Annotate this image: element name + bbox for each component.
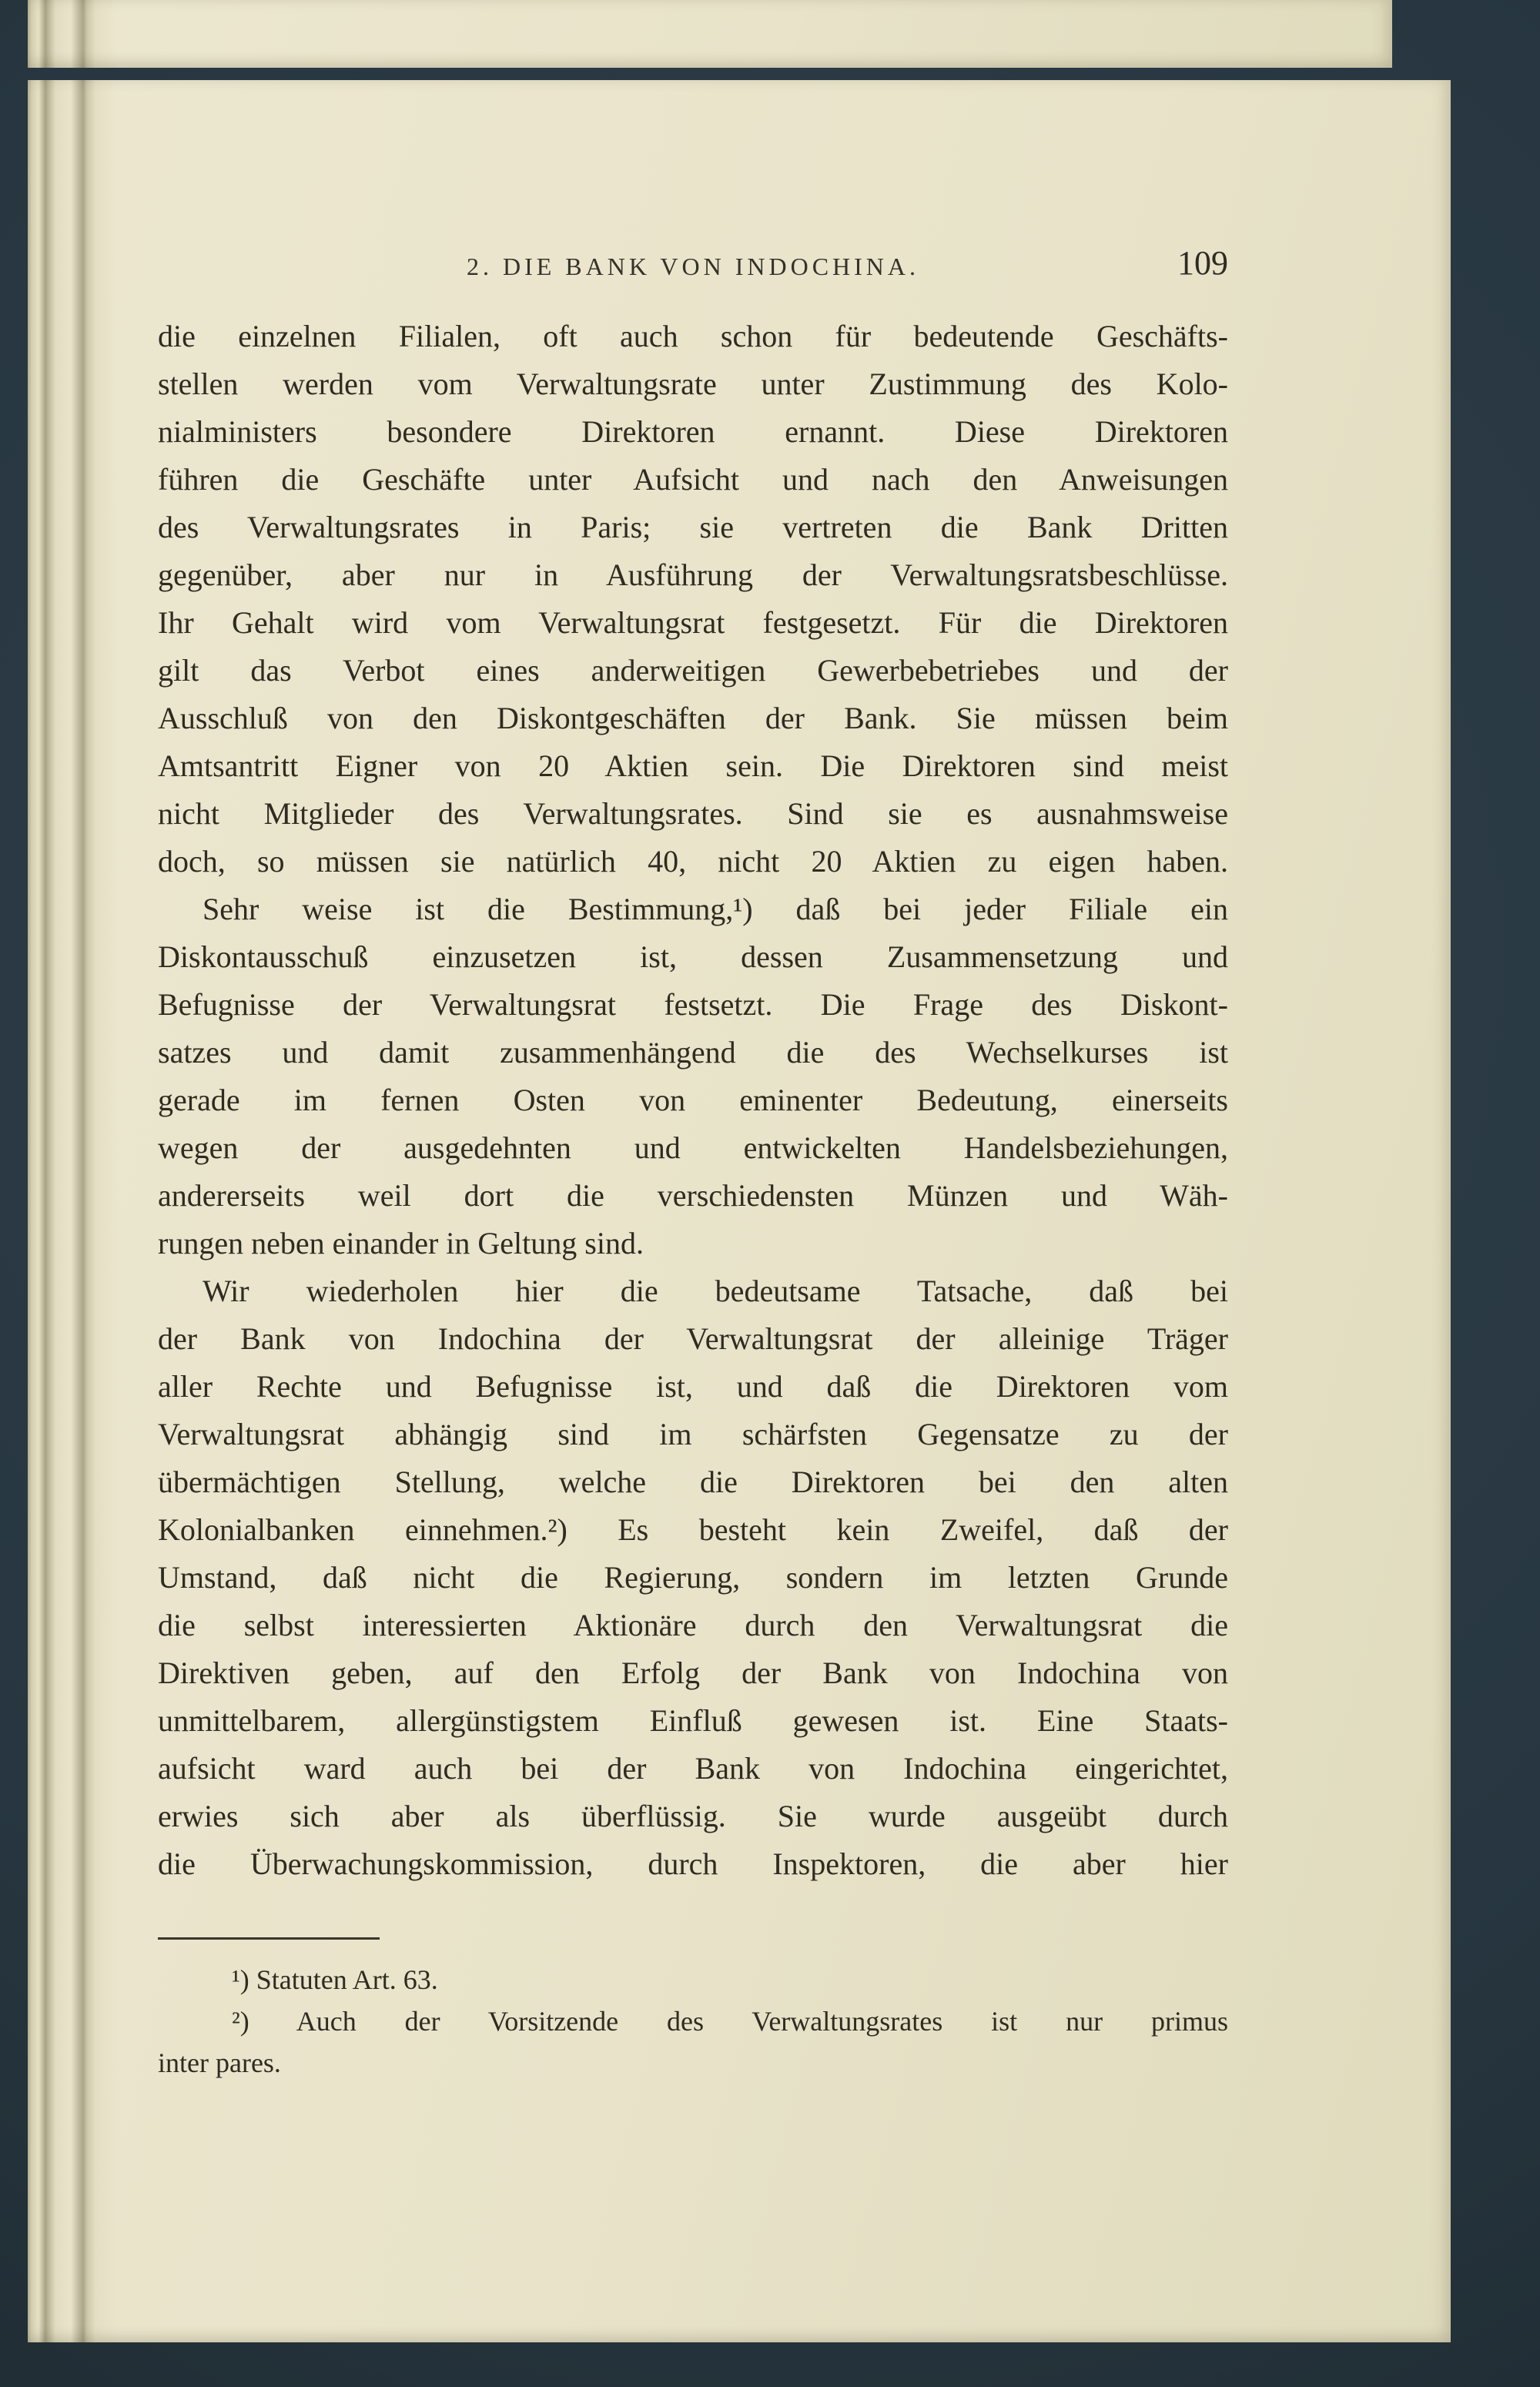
text-line: Wir wiederholen hier die bedeutsame Tatsache, daß bei — [203, 1274, 1228, 1308]
running-title: 2. DIE BANK VON INDOCHINA. — [466, 253, 920, 280]
footnote-line: inter pares. — [158, 2047, 281, 2078]
text-line: gilt das Verbot eines anderweitigen Gewerbebetriebes und der — [158, 653, 1228, 688]
text-line: nialministers besondere Direktoren ernannt. Diese Direktoren — [158, 414, 1228, 449]
footnotes — [158, 1959, 1228, 2084]
text-line: des Verwaltungsrates in Paris; sie vertreten die Bank Dritten — [158, 510, 1228, 544]
text-line: rungen neben einander in Geltung sind. — [158, 1226, 644, 1260]
text-line: der Bank von Indochina der Verwaltungsrat der alleinige Träger — [158, 1321, 1228, 1356]
text-line: die einzelnen Filialen, oft auch schon für bedeutende Geschäfts- — [158, 319, 1228, 353]
text-line: Ausschluß von den Diskontgeschäften der Bank. Sie müssen beim — [158, 701, 1228, 735]
text-line: wegen der ausgedehnten und entwickelten Handelsbeziehungen, — [158, 1130, 1228, 1165]
text-line: erwies sich aber als überflüssig. Sie wurde ausgeübt durch — [158, 1799, 1228, 1833]
text-line: doch, so müssen sie natürlich 40, nicht 20 Aktien zu eigen haben. — [158, 844, 1228, 879]
text-line: gerade im fernen Osten von eminenter Bedeutung, einerseits — [158, 1083, 1228, 1117]
text-line: Befugnisse der Verwaltungsrat festsetzt. Die Frage des Diskont- — [158, 987, 1228, 1022]
text-line: die Überwachungskommission, durch Inspektoren, die aber hier — [158, 1846, 1228, 1881]
text-line: Amtsantritt Eigner von 20 Aktien sein. Die Direktoren sind meist — [158, 748, 1228, 783]
text-line: führen die Geschäfte unter Aufsicht und nach den Anweisungen — [158, 462, 1228, 497]
text-line: Ihr Gehalt wird vom Verwaltungsrat festgesetzt. Für die Direktoren — [158, 605, 1228, 640]
footnote-line: ²) Auch der Vorsitzende des Verwaltungsrates ist nur primus — [232, 2006, 1228, 2037]
text-line: aufsicht ward auch bei der Bank von Indochina eingerichtet, — [158, 1751, 1228, 1786]
text-line: Diskontausschuß einzusetzen ist, dessen Zusammensetzung und — [158, 939, 1228, 974]
text-line: Direktiven geben, auf den Erfolg der Bank von Indochina von — [158, 1656, 1228, 1690]
paragraph — [158, 313, 1228, 886]
text-line: Verwaltungsrat abhängig sind im schärfsten Gegensatze zu der — [158, 1417, 1228, 1451]
text-line: satzes und damit zusammenhängend die des Wechselkurses ist — [158, 1035, 1228, 1070]
footnote-line: ¹) Statuten Art. 63. — [232, 1964, 438, 1995]
text-line: übermächtigen Stellung, welche die Direktoren bei den alten — [158, 1465, 1228, 1499]
text-line: aller Rechte und Befugnisse ist, und daß die Direktoren vom — [158, 1369, 1228, 1404]
text-line: unmittelbarem, allergünstigstem Einfluß gewesen ist. Eine Staats- — [158, 1703, 1228, 1738]
text-line: Umstand, daß nicht die Regierung, sondern im letzten Grunde — [158, 1560, 1228, 1595]
footnote-rule — [158, 1937, 380, 1940]
text-line: stellen werden vom Verwaltungsrate unter Zustimmung des Kolo- — [158, 367, 1228, 401]
text-line: gegenüber, aber nur in Ausführung der Verwaltungsratsbeschlüsse. — [158, 557, 1228, 592]
text-line: Kolonialbanken einnehmen.²) Es besteht kein Zweifel, daß der — [158, 1512, 1228, 1547]
paragraph — [158, 1267, 1228, 1888]
top-page-edge — [28, 0, 1392, 68]
paragraph — [158, 886, 1228, 1267]
text-line: die selbst interessierten Aktionäre durch den Verwaltungsrat die — [158, 1608, 1228, 1642]
text-line: andererseits weil dort die verschiedensten Münzen und Wäh- — [158, 1178, 1228, 1213]
page-number: 109 — [1177, 244, 1228, 282]
text-line: Sehr weise ist die Bestimmung,¹) daß bei jeder Filiale ein — [203, 892, 1228, 926]
book-page — [28, 80, 1451, 2342]
text-line: nicht Mitglieder des Verwaltungsrates. Sind sie es ausnahmsweise — [158, 796, 1228, 831]
body-text — [158, 313, 1228, 1888]
page-header — [158, 243, 1228, 290]
